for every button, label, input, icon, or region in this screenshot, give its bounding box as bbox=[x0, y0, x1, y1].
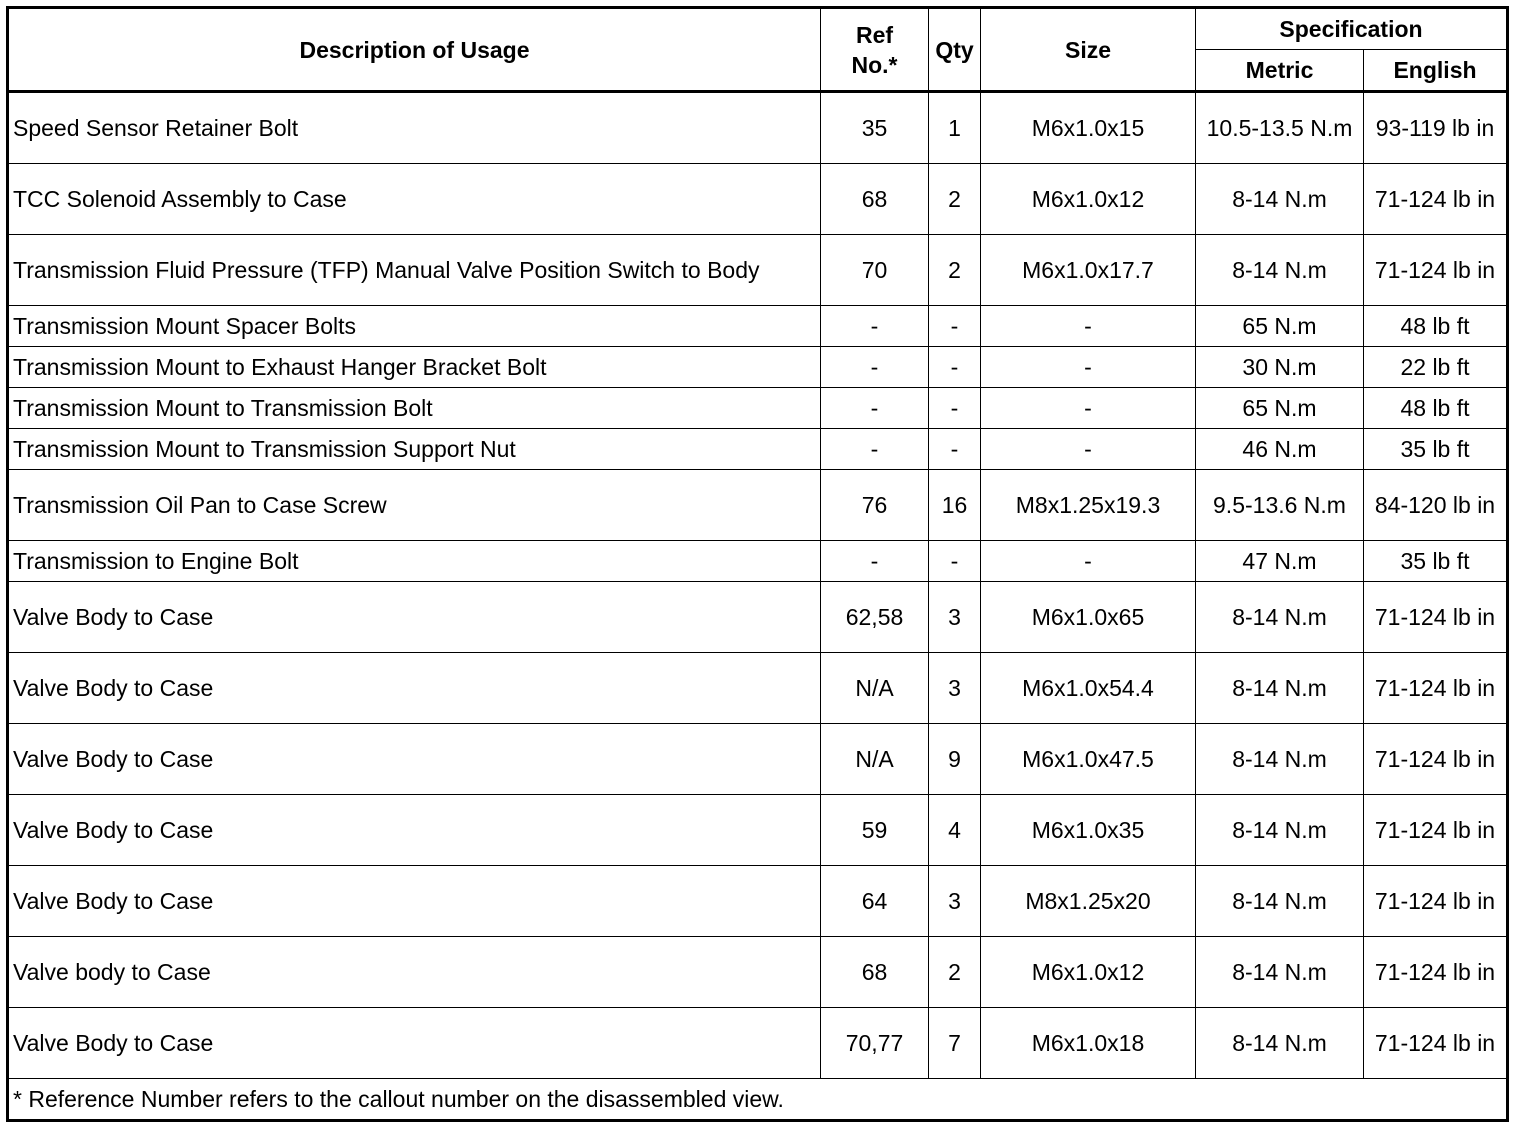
cell-qty: 2 bbox=[929, 235, 981, 306]
table-row bbox=[8, 866, 1508, 937]
cell-metric: 8-14 N.m bbox=[1196, 795, 1364, 866]
cell-english: 48 lb ft bbox=[1364, 388, 1508, 429]
table-row bbox=[8, 164, 1508, 235]
cell-qty: 3 bbox=[929, 653, 981, 724]
cell-qty: 2 bbox=[929, 164, 981, 235]
footnote: * Reference Number refers to the callout number on the disassembled view. bbox=[8, 1079, 1508, 1121]
cell-qty: 3 bbox=[929, 582, 981, 653]
table-row bbox=[8, 653, 1508, 724]
cell-size: - bbox=[981, 541, 1196, 582]
cell-ref-no: 76 bbox=[821, 470, 929, 541]
cell-ref-no: - bbox=[821, 306, 929, 347]
table-row bbox=[8, 92, 1508, 164]
table-row bbox=[8, 795, 1508, 866]
cell-ref-no: 64 bbox=[821, 866, 929, 937]
cell-english: 71-124 lb in bbox=[1364, 1008, 1508, 1079]
cell-description: Valve Body to Case bbox=[8, 866, 821, 937]
footnote-row bbox=[8, 1079, 1508, 1121]
cell-ref-no: 70,77 bbox=[821, 1008, 929, 1079]
cell-ref-no: 62,58 bbox=[821, 582, 929, 653]
cell-ref-no: - bbox=[821, 347, 929, 388]
cell-english: 71-124 lb in bbox=[1364, 724, 1508, 795]
cell-ref-no: 59 bbox=[821, 795, 929, 866]
cell-metric: 8-14 N.m bbox=[1196, 724, 1364, 795]
cell-qty: 16 bbox=[929, 470, 981, 541]
cell-description: TCC Solenoid Assembly to Case bbox=[8, 164, 821, 235]
cell-metric: 8-14 N.m bbox=[1196, 653, 1364, 724]
header-specification: Specification bbox=[1196, 8, 1508, 50]
cell-metric: 30 N.m bbox=[1196, 347, 1364, 388]
cell-size: - bbox=[981, 388, 1196, 429]
table-row bbox=[8, 541, 1508, 582]
cell-english: 71-124 lb in bbox=[1364, 235, 1508, 306]
cell-size: M8x1.25x20 bbox=[981, 866, 1196, 937]
cell-metric: 8-14 N.m bbox=[1196, 164, 1364, 235]
table-row bbox=[8, 1008, 1508, 1079]
cell-metric: 8-14 N.m bbox=[1196, 866, 1364, 937]
cell-ref-no: 35 bbox=[821, 92, 929, 164]
cell-english: 35 lb ft bbox=[1364, 429, 1508, 470]
cell-ref-no: 70 bbox=[821, 235, 929, 306]
header-row bbox=[8, 8, 1508, 50]
cell-description: Valve Body to Case bbox=[8, 1008, 821, 1079]
cell-english: 71-124 lb in bbox=[1364, 582, 1508, 653]
table-row bbox=[8, 470, 1508, 541]
cell-metric: 8-14 N.m bbox=[1196, 582, 1364, 653]
cell-size: M6x1.0x12 bbox=[981, 164, 1196, 235]
cell-qty: - bbox=[929, 347, 981, 388]
cell-description: Speed Sensor Retainer Bolt bbox=[8, 92, 821, 164]
cell-description: Valve body to Case bbox=[8, 937, 821, 1008]
cell-description: Transmission Mount Spacer Bolts bbox=[8, 306, 821, 347]
cell-size: - bbox=[981, 429, 1196, 470]
cell-english: 84-120 lb in bbox=[1364, 470, 1508, 541]
cell-english: 22 lb ft bbox=[1364, 347, 1508, 388]
cell-english: 71-124 lb in bbox=[1364, 653, 1508, 724]
header-metric: Metric bbox=[1196, 50, 1364, 92]
cell-size: M6x1.0x18 bbox=[981, 1008, 1196, 1079]
header-english: English bbox=[1364, 50, 1508, 92]
table-row bbox=[8, 937, 1508, 1008]
cell-english: 35 lb ft bbox=[1364, 541, 1508, 582]
cell-size: M6x1.0x15 bbox=[981, 92, 1196, 164]
table-row bbox=[8, 724, 1508, 795]
cell-ref-no: - bbox=[821, 388, 929, 429]
cell-qty: 1 bbox=[929, 92, 981, 164]
cell-metric: 65 N.m bbox=[1196, 306, 1364, 347]
table-row bbox=[8, 429, 1508, 470]
cell-description: Transmission to Engine Bolt bbox=[8, 541, 821, 582]
header-ref-line1: Ref bbox=[855, 21, 894, 48]
cell-size: M6x1.0x35 bbox=[981, 795, 1196, 866]
cell-metric: 46 N.m bbox=[1196, 429, 1364, 470]
cell-qty: - bbox=[929, 541, 981, 582]
header-ref-no bbox=[821, 8, 929, 92]
cell-metric: 8-14 N.m bbox=[1196, 235, 1364, 306]
header-size: Size bbox=[981, 8, 1196, 92]
cell-ref-no: - bbox=[821, 541, 929, 582]
cell-size: - bbox=[981, 306, 1196, 347]
cell-description: Transmission Mount to Exhaust Hanger Bracket Bolt bbox=[8, 347, 821, 388]
table-row bbox=[8, 582, 1508, 653]
cell-description: Transmission Mount to Transmission Support Nut bbox=[8, 429, 821, 470]
cell-description: Valve Body to Case bbox=[8, 653, 821, 724]
cell-qty: - bbox=[929, 388, 981, 429]
cell-english: 48 lb ft bbox=[1364, 306, 1508, 347]
cell-qty: 4 bbox=[929, 795, 981, 866]
cell-ref-no: - bbox=[821, 429, 929, 470]
table-row bbox=[8, 388, 1508, 429]
table-row bbox=[8, 235, 1508, 306]
cell-qty: - bbox=[929, 429, 981, 470]
cell-ref-no: 68 bbox=[821, 164, 929, 235]
cell-description: Valve Body to Case bbox=[8, 582, 821, 653]
cell-qty: 2 bbox=[929, 937, 981, 1008]
cell-english: 71-124 lb in bbox=[1364, 866, 1508, 937]
torque-spec-table bbox=[6, 6, 1509, 1122]
cell-metric: 65 N.m bbox=[1196, 388, 1364, 429]
cell-qty: 9 bbox=[929, 724, 981, 795]
cell-size: M6x1.0x65 bbox=[981, 582, 1196, 653]
cell-size: M6x1.0x47.5 bbox=[981, 724, 1196, 795]
cell-english: 71-124 lb in bbox=[1364, 164, 1508, 235]
cell-size: M6x1.0x12 bbox=[981, 937, 1196, 1008]
cell-english: 71-124 lb in bbox=[1364, 937, 1508, 1008]
cell-size: - bbox=[981, 347, 1196, 388]
table-row bbox=[8, 347, 1508, 388]
cell-metric: 9.5-13.6 N.m bbox=[1196, 470, 1364, 541]
cell-description: Valve Body to Case bbox=[8, 795, 821, 866]
cell-description: Transmission Mount to Transmission Bolt bbox=[8, 388, 821, 429]
cell-size: M6x1.0x54.4 bbox=[981, 653, 1196, 724]
cell-english: 71-124 lb in bbox=[1364, 795, 1508, 866]
cell-english: 93-119 lb in bbox=[1364, 92, 1508, 164]
header-ref-line2: No.* bbox=[851, 51, 898, 78]
cell-qty: 3 bbox=[929, 866, 981, 937]
cell-ref-no: N/A bbox=[821, 724, 929, 795]
cell-ref-no: 68 bbox=[821, 937, 929, 1008]
cell-metric: 8-14 N.m bbox=[1196, 1008, 1364, 1079]
cell-description: Valve Body to Case bbox=[8, 724, 821, 795]
table-body bbox=[8, 92, 1508, 1079]
cell-size: M6x1.0x17.7 bbox=[981, 235, 1196, 306]
cell-qty: - bbox=[929, 306, 981, 347]
cell-description: Transmission Fluid Pressure (TFP) Manual Valve Position Switch to Body bbox=[8, 235, 821, 306]
cell-qty: 7 bbox=[929, 1008, 981, 1079]
cell-size: M8x1.25x19.3 bbox=[981, 470, 1196, 541]
header-description: Description of Usage bbox=[8, 8, 821, 92]
cell-metric: 8-14 N.m bbox=[1196, 937, 1364, 1008]
cell-metric: 47 N.m bbox=[1196, 541, 1364, 582]
cell-description: Transmission Oil Pan to Case Screw bbox=[8, 470, 821, 541]
header-qty: Qty bbox=[929, 8, 981, 92]
cell-metric: 10.5-13.5 N.m bbox=[1196, 92, 1364, 164]
cell-ref-no: N/A bbox=[821, 653, 929, 724]
table-row bbox=[8, 306, 1508, 347]
